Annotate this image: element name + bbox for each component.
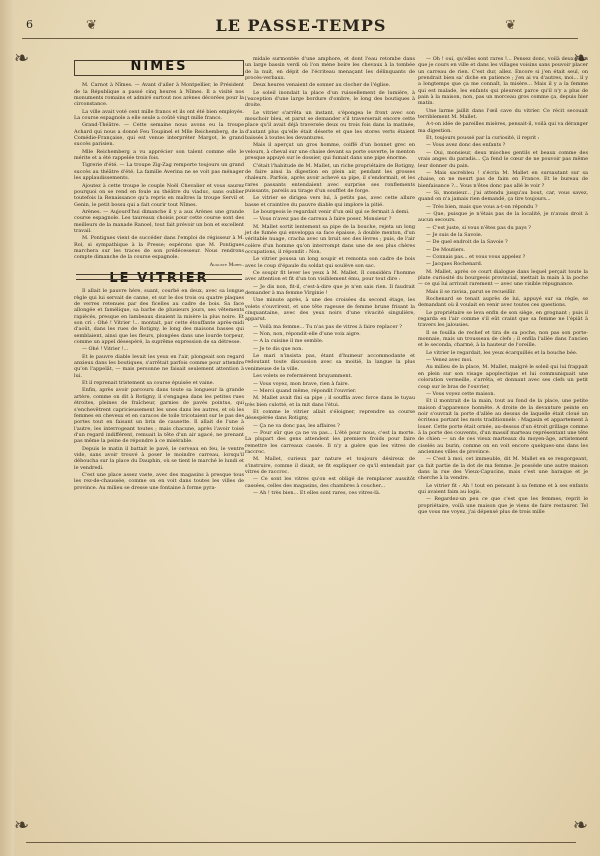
paragraph: Tigrerie d'été. — La troupe Zig-Zag remporte toujours un grand succès au théâtre d'été. La famille Averina ne se voit pas ménager les applaudissements. (74, 162, 244, 182)
paragraph: M. Mallet avait fini sa pipe ; il souffla avec force dans le tuyau très bien culotté, et la mit dans l'étui. (245, 395, 415, 408)
paragraph: Et il reprenait tristement sa course épuisée et vaine. (82, 380, 215, 387)
paragraph: Depuis le matin il battait le pavé, le cerveau en feu, le ventre vide, sans avoir trouvé à poser le moindre carreau, lorsqu'il déboucha sur la place du Dauphin, où se tient le marché le lundi et le vendredi. (74, 445, 244, 471)
paragraph: — Non, non, répondit-elle d'une voix aigre. (253, 331, 361, 338)
paragraph: Le bourgeois le regardait venir d'un œil qui se fermait à demi. (253, 208, 410, 215)
page-binding-edge (0, 0, 14, 856)
paragraph: M. Pontigues vient de succéder dans l'emploi de régisseur à M. Rol, si sympathique à la Presse; espérons que M. Pontigues marchera sur les traces de son prédécesseur. Nous rendrons compte dimanche de la course espagnole. (74, 235, 244, 261)
paragraph: — A la cuisine il me semble. (253, 338, 324, 345)
paragraph: — Ce sont les vitres qu'on est obligé de remplacer aussitôt cassées, celles des magasins, des chambres à coucher... (245, 476, 415, 489)
paragraph: — Connais pas... et vous vous appelez ? (426, 253, 526, 260)
paragraph: — Mais sacrebleu ! s'écria M. Mallet en sursautant sur sa chaise, on ne meurt pas de faim en France. Et le bureau de bienfaisance ?... Vous n'êtes donc pas allé le voir ? (418, 169, 588, 189)
column-2 (245, 56, 415, 497)
paragraph: Mais il se ravisa, parut se recueillir. (426, 288, 516, 295)
paragraph: — Très bien, mais que vous a-t-on répondu ? (426, 203, 538, 210)
footer-rule (26, 842, 576, 843)
paragraph: — Venez avec moi. (426, 357, 473, 364)
paragraph: — Oh ! oui, qu'elles sont rares !... Pensez donc, voilà deux jours que je cours en ville et dans les villages voisins sans pouvoir placer un carreau de rien. C'est dur, allez. Encore si j'en était seul, on prendrait bien sa' diche en patience ; j'en ai vu d'autres, moi... il y a longtemps que ça me connaît, la misère... Mais il y a la femme qui est malade, les enfants qui pleurent parce qu'il n'y a plus de pain à la maison, non, pas un morceau gros comme ça, depuis hier matin. (418, 56, 588, 107)
paragraph: — Pour sûr que ça ne va pas... L'été pour nous, c'est la morte. La plupart des gens attendent les premiers froids pour faire remettre les carreaux cassés. Il n'y a guère que les vitres de raccroc. (245, 429, 415, 455)
paragraph: Ajoutez à cette troupe le couple Noël Chevalier et vous saurez pourquoi on se rend en foule au théâtre du viaduc, sans oublier toutefois la Renaissance qu'a repris en maîtres la troupe Servil et Genin, le petit bossu qui a fait courir tout Nîmes. (74, 182, 244, 208)
header-rule (22, 38, 578, 39)
paragraph: — C'est à moi, cet immeuble, dit M. Mallet en se rengorgeant, ça fait partie de la dot de ma femme. Je possède une autre maison dans la rue des Vieux-Capucins, mais c'est une baraque et je cherche à la vendre. (418, 456, 588, 482)
paragraph: — Vous voyez cette maison. (426, 390, 496, 397)
paragraph: — Oui, monsieur, deux mioches gentils et beaux comme des vrais anges du paradis... Ça fend le cœur de ne pouvoir pas même leur donner du pain. (418, 149, 588, 169)
paragraph: — Je dis non, fit-il, c'est-à-dire que je n'en sais rien. Il faudrait demander à ma femme Virginie ! (245, 283, 415, 297)
paragraph: La ville avait voté cent mille francs et ils ont été bien employés. La course espagnole a elle seule a coûté vingt mille francs. (74, 108, 244, 122)
corner-ornament-icon: ❧ (572, 815, 588, 836)
paragraph: C'est une place assez vaste, avec des magasins à presque tous les rez-de-chaussée, comme on en voit dans toutes les villes de province. Au milieu se dresse une fontaine à forme pyra- (74, 471, 244, 491)
paragraph: — Que, puisque je n'étais pas de la localité, je n'avais droit à aucun secours. (418, 210, 588, 224)
paragraph: Grand-Théâtre. — Cette semaine nous avons eu la troupe Achard qui nous a donné Feu Toupinel et Mlle Reichemberg, de la Comédie-Française, qui est venue interpréter Margot, le grand succès parisien. (74, 122, 244, 148)
paragraph: Le vitrier poussa un long soupir et remonta son cadre de bois avec le coup d'épaule du soldat qui soulève son sac. (245, 256, 415, 269)
paragraph: — Merci quand même, répondit l'ouvrier. (253, 387, 357, 394)
paragraph: Rochenard se tenait auprès de lui, appuyé sur sa règle, se demandant où il voulait en venir avec toutes ces questions. (418, 296, 588, 309)
paragraph: Au milieu de la place, M. Mallet, malgré le soleil qui lui frappait en plein sur son visage apoplectique et lui communiquait une coloration vermeille, s'arrêta, et donnant avec ses clefs un petit coup sur le bras de l'ouvrier, (418, 364, 588, 390)
paragraph: Le vitrier se dirigea vers lui, à petits pas, avec cette allure basse et craintive du pauvre diable qui implore la pitié. (245, 195, 415, 208)
paragraph: — De quel endroit de la Savoie ? (426, 239, 508, 246)
paragraph: Le vitrier s'arrêta un instant, s'épongea le front avec son mouchoir bleu, et parut se demander s'il traverserait encore cette place qu'il avait déjà traversée deux ou trois fois dans la matinée, d'autant plus qu'elle était déserte et que les stores verts étaient baissés à toutes les devantures. (245, 109, 415, 142)
paragraph: A-t-on idée de pareilles misères, pensait-il, voilà qui va déranger ma digestion. (418, 121, 588, 134)
paragraph: Le propriétaire se leva enfin de son siège, en grognant ; puis il regarda en l'air comme s'il eût craint que sa femme ne l'épiât à travers les jalousies. (418, 309, 588, 329)
paragraph: — Je te dis que non. (253, 345, 304, 352)
paragraph: — Ah ! très bien... Et elles sont rares, ces vitres-là. (253, 490, 381, 496)
paragraph: Le vitrier fit : Ah ! tout en pensant à sa femme et à ses enfants qui avaient faim au logis. (418, 482, 588, 495)
paragraph: — C'est juste, si vous n'êtes pas du pays ? (426, 224, 531, 231)
paragraph: Mais il aperçut un gros homme, coiffé d'un bonnet grec en velours, à cheval sur une chaise devant sa porte ouverte, le menton presque appuyé sur le dossier, qui fumait dans une pipe énorme. (245, 142, 415, 162)
paragraph: midale surmontée d'une amphore, et dont l'eau retombe dans un large bassin verdi où l'on mène boire les chevaux à la tombée de la nuit, en dépit de l'écriteau menaçant les délinquants de procès-verbaux. (245, 56, 415, 82)
page-number: 6 (26, 18, 33, 31)
paragraph: — Vous n'avez pas de carreau à faire poser, Monsieur ? (253, 216, 392, 223)
paragraph: Enfin, après avoir parcouru dans toute sa longueur la grande artère, comme on dit à Rotigny, il s'engagea dans les petites rues étroites, pleines de fraîcheur, garnies de pavés pointus, qui s'enchevêtrent capricieusement les unes dans les autres, et où les femmes en cheveux et en caracos de toile tricotaient sur le pas des portes tout en faisant un brin de causette. Il allait de l'une à l'autre, les interrogeant toutes ; mais chacune, après l'avoir toisé d'un regard indifférent, remuait la tête d'un air agacé, ne prenant pas même la peine de répondre à ce misérable. (74, 387, 244, 445)
paragraph: Ce soupir fit lever les yeux à M. Mallet. Il considéra l'homme avec attention et fit d'un ton visiblement ému, pour tout dire : (245, 270, 415, 283)
paragraph: Une minute après, à une des croisées du second étage, les volets s'ouvrirent, et une tête rageuse de femme brune frisant la cinquantaine, avec des yeux noirs d'une vivacité singulière, apparut. (245, 297, 415, 323)
column-1 (74, 56, 244, 492)
paragraph: Deux heures venaient de sonner au clocher de l'église. (253, 82, 391, 89)
paragraph: Et comme le vitrier allait s'éloigner, reprendre sa course désespérée dans Rotigny, (245, 408, 415, 422)
section-title-nimes: NIMES (130, 59, 188, 74)
paragraph: Arènes. — Aujourd'hui dimanche il y a aux Arènes une grande course espagnole. Les taureaux choisis pour cette course sont des meilleurs de la manade Ranoel, tout fait prévoir un bon et excellent travail. (74, 208, 244, 234)
paragraph: — Vous voyez, mon brave, rien à faire. (253, 380, 350, 387)
paragraph: — Voilà ma femme... Tu n'as pas de vitres à faire replacer ? (253, 323, 402, 330)
paragraph: — Si, monsieur... j'ai attendu jusqu'au bout, car, vous savez, quand on n'a jamais rien demandé, ça tire toujours... (418, 189, 588, 203)
paragraph: Le soleil inondait la place d'un ruissellement de lumière, à l'exception d'une large bordure d'ombre, le long des boutiques à droite. (245, 89, 415, 109)
column-3 (418, 56, 588, 516)
paragraph: — Regardez-un peu ce que c'est que les femmes, reprit le propriétaire, voilà une maison que je viens de faire restaurer. Tel que vous me voyez, j'ai dépensé plus de trois mille (418, 496, 588, 516)
paragraph: Il se fouilla de rechef et tira de sa poche, non pas son porte-monnaie, mais un trousseau de clefs ; il enfila l'allée dans l'ancien et le seconda, charmé, à la hauteur de l'oreille. (418, 329, 588, 349)
paragraph: — De Moutiers. (426, 246, 466, 253)
paragraph: C'était l'habitude de M. Mallet, un riche propriétaire de Rotigny, de faire ainsi la digestion en plein air, pendant les grosses chaleurs. Parfois, après avoir achevé sa pipe, il s'endormait, et les rares passants entendaient avec surprise ses ronflements puissants, pareils au tirage d'un soufflet de forge. (245, 162, 415, 194)
corner-ornament-icon: ❧ (14, 815, 30, 836)
corner-ornament-icon: ❧ (14, 48, 30, 69)
paragraph: M. Mallet, après ce court dialogue dans lequel perçait toute la plate curiosité du bourgeois provincial, mettait la main à la poche — ce qui lui arrivait rarement — avec une visible répugnance. (418, 268, 588, 288)
paragraph: M. Carnot à Nîmes. — Avant d'aller à Montpellier, le Président de la République a passé cinq heures à Nîmes. Il a visité nos monuments romains et admiré surtout nos arènes décorées pour la circonstance. (74, 82, 244, 108)
paragraph: Les volets se refermèrent bruyamment. (253, 373, 353, 380)
journal-title: LE PASSE-TEMPS (215, 16, 387, 35)
ornament-icon: ❦ (505, 18, 516, 33)
nimes-title-box (74, 60, 244, 76)
paragraph: Le vitrier le regardait, les yeux écarquillés et la bouche bée. (426, 349, 578, 356)
paragraph: Et, toujours poussé par la curiosité, il reprit : (426, 135, 540, 142)
paragraph: Une larme jaillit dans l'œil cave du vitrier. Ce récit secouait terriblement M. Mallet. (418, 107, 588, 121)
paragraph: Il allait le pauvre hère, suant, courbé en deux, avec sa longue règle qui lui servait de canne, et sur le dos trois ou quatre plaques de verres retenues par des ficelles au cadre de bois. Sa face allongée et famélique, sa barbe de plusieurs jours, ses vêtements rapiécés, presque en lambeaux disaient la misère la plus noire. Et son cri : Ohé ! Vitrier !... montait, par cette étouffante après-midi d'août, dans les rues de Rotigny, le long des maisons basses qui semblaient, ainsi que les fleurs, plongées dans une lourde torpeur, comme un appel désespéré, la suprême expression de sa détresse. (74, 288, 244, 346)
paragraph: — Ça ne va donc pas, les affaires ? (253, 422, 340, 429)
corner-ornament-icon: ❧ (572, 48, 588, 69)
ornament-icon: ❦ (86, 18, 97, 33)
paragraph: Mlle Reichemberg a vu apprécier son talent comme elle le mérite et a été rappelée trois fois. (74, 148, 244, 162)
paragraph: — Jacques Rochenard. (426, 261, 483, 268)
paragraph: M. Mallet sortit lentement sa pipe de la bouche, rejeta un long jet de fumée qui enveloppa sa face épaisse, à double menton, d'un véritable nuage, cracha avec un bruit sec des lèvres ; puis, de l'air colère d'un homme qu'on interrompt dans une de ses plus chères occupations, il répondit : Non. (245, 223, 415, 255)
paragraph: Et il montrait de la main, tout au fond de la place, une petite maison d'apparence honnête. A droite de la devanture peinte en noir s'ouvrait la porte d'allée au dessus de laquelle était cloué un écriteau portant les mots traditionnels : Magasin et appartement à louer. Cette porte était ornée, au-dessus d'un étroit grillage comme à la porte des couvents, d'un massif marteau représentant une tête de chien — un de ces vieux marteaux du moyen-âge, artistement ciselés au burin, comme on en voit encore quelques-uns dans les anciennes villes de province. (418, 398, 588, 455)
vitrier-title-box (74, 270, 244, 286)
signature: Auguste Morel. (209, 261, 244, 268)
section-title-vitrier: LE VITRIER (109, 270, 209, 286)
paragraph: M. Mallet, curieux par nature et toujours désireux de s'instruire, comme il disait, se fit expliquer ce qu'il entendait par vitres de raccroc. (245, 456, 415, 475)
paragraph: — Vous avez donc des enfants ? (426, 142, 506, 149)
paragraph: — Ohé ! Vitrier !... (82, 346, 129, 353)
paragraph: Le mari n'insista pas, étant d'humeur accommodante et redoutant toute discussion avec sa moitié, la langue la plus venimeuse de la ville. (245, 353, 415, 372)
paragraph: Et le pauvre diable levait les yeux en l'air, plongeait son regard anxieux dans les boutiques, s'arrêtait parfois comme pour attendre qu'on l'appelât, — mais personne ne faisait seulement attention à lui. (74, 353, 244, 379)
paragraph: — Je suis de la Savoie. (426, 231, 483, 238)
